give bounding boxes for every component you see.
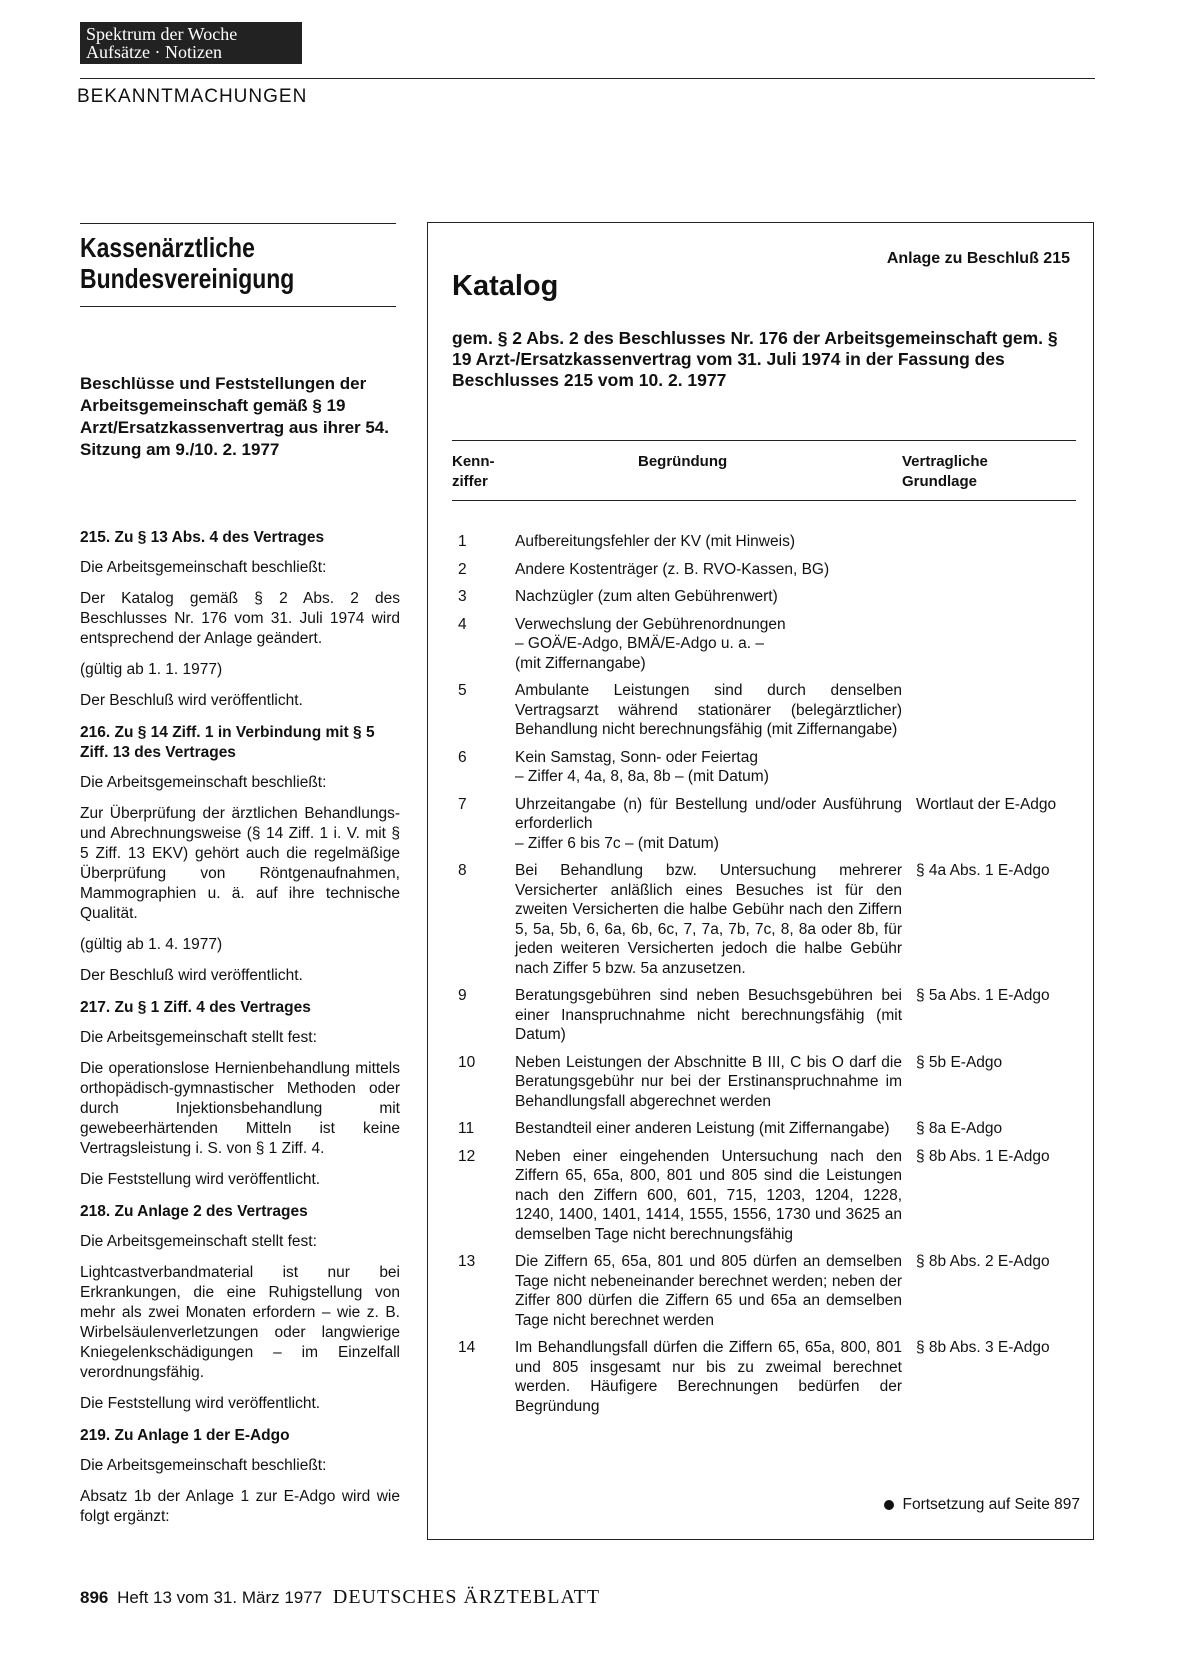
table-row <box>452 587 1076 607</box>
page-number: 896 <box>80 1588 109 1607</box>
row-basis: § 5a Abs. 1 E-Adgo <box>916 987 1050 1004</box>
section-label: BEKANNTMACHUNGEN <box>77 86 308 107</box>
row-number: 5 <box>458 682 467 699</box>
resolution-paragraph: Der Katalog gemäß § 2 Abs. 2 des Beschlusses Nr. 176 vom 31. Juli 1974 wird entsprechend der Anlage geändert. <box>80 590 400 647</box>
table-header-kennziffer: Kenn- ziffer <box>452 453 495 490</box>
row-basis <box>910 532 1076 552</box>
resolution-heading: 219. Zu Anlage 1 der E-Adgo <box>80 1427 290 1444</box>
table-row <box>452 532 1076 552</box>
row-number: 14 <box>458 1339 476 1356</box>
resolution-paragraph: (gültig ab 1. 1. 1977) <box>80 661 223 678</box>
resolution-paragraph: Die Feststellung wird veröffentlicht. <box>80 1395 321 1412</box>
row-reason: Bestandteil einer anderen Leistung (mit Ziffernangabe) <box>515 1120 890 1137</box>
resolution-paragraph: Der Beschluß wird veröffentlicht. <box>80 692 303 709</box>
row-basis: § 4a Abs. 1 E-Adgo <box>916 862 1050 879</box>
resolution-paragraph: Die Arbeitsgemeinschaft beschließt: <box>80 774 327 791</box>
row-basis: § 8b Abs. 3 E-Adgo <box>916 1339 1050 1356</box>
resolution-section <box>80 998 400 1190</box>
table-row <box>452 615 1076 674</box>
table-top-rule <box>452 440 1076 441</box>
row-basis <box>910 748 1076 787</box>
row-number: 2 <box>458 560 467 578</box>
row-reason: Aufbereitungsfehler der KV (mit Hinweis) <box>515 533 795 550</box>
table-row <box>452 795 1076 854</box>
row-number: 1 <box>458 533 467 550</box>
row-basis <box>910 615 1076 674</box>
resolution-heading: 217. Zu § 1 Ziff. 4 des Vertrages <box>80 999 311 1016</box>
resolution-heading: 216. Zu § 14 Ziff. 1 in Verbindung mit § 5 Ziff. 13 des Vertrages <box>80 724 375 761</box>
row-basis <box>910 560 1076 580</box>
page-footer <box>80 1586 600 1609</box>
row-reason: Neben einer eingehenden Untersuchung nach den Ziffern 65, 65a, 800, 801 und 805 sind die Leistungen nach den Ziffern 600, 601, 715, 1203, 1204, 1228, 1240, 1400, 1401, 1414, 1555, 1556, 1730 und 3625 an demselben Tage nicht berechnungsfähig <box>515 1147 902 1243</box>
resolution-section <box>80 1426 400 1527</box>
row-number: 11 <box>458 1120 475 1137</box>
resolution-paragraph: Die Arbeitsgemeinschaft stellt fest: <box>80 1233 317 1250</box>
row-number: 6 <box>458 748 467 766</box>
row-basis <box>910 587 1076 607</box>
row-number: 8 <box>458 862 467 879</box>
header-rule <box>80 78 1095 79</box>
katalog-subtitle: gem. § 2 Abs. 2 des Beschlusses Nr. 176 der Arbeitsgemeinschaft gem. § 19 Arzt-/Ersatzkassenvertrag vom 31. Juli 1974 in der Fassung des Beschlusses 215 vom 10. 2. 1977 <box>452 328 1058 390</box>
row-reason: Kein Samstag, Sonn- oder Feiertag – Ziffer 4, 4a, 8, 8a, 8b – (mit Datum) <box>515 748 769 785</box>
table-row <box>452 681 1076 740</box>
section-badge <box>80 22 302 64</box>
katalog-title: Katalog <box>452 270 559 302</box>
table-row <box>452 861 1076 978</box>
table-header-begruendung: Begründung <box>638 453 728 470</box>
row-basis: § 8a E-Adgo <box>916 1120 1003 1137</box>
resolution-section <box>80 1202 400 1414</box>
badge-line-2: Aufsätze · Notizen <box>86 42 222 62</box>
resolution-paragraph: Zur Überprüfung der ärztlichen Behandlungs- und Abrechnungsweise (§ 14 Ziff. 1 i. V. mit § 5 Ziff. 13 EKV) gehört auch die regelmäßige Überprüfung von Röntgenaufnahmen, Mammographien u. ä. auf ihre technische Qualität. <box>80 805 400 922</box>
row-reason: Andere Kostenträger (z. B. RVO-Kassen, BG) <box>515 560 830 578</box>
row-basis <box>910 681 1076 740</box>
kbv-top-rule <box>80 223 396 224</box>
resolution-section <box>80 723 400 986</box>
katalog-table-body <box>452 532 1076 1424</box>
row-number: 9 <box>458 987 467 1004</box>
row-reason: Uhrzeitangabe (n) für Bestellung und/oder Ausführung erforderlich – Ziffer 6 bis 7c – (mit Datum) <box>515 795 902 852</box>
intro-text: Beschlüsse und Feststellungen der Arbeitsgemeinschaft gemäß § 19 Arzt/Ersatzkassenvertrag aus ihrer 54. Sitzung am 9./10. 2. 1977 <box>80 374 389 459</box>
row-reason: Ambulante Leistungen sind durch denselben Vertragsarzt während stationärer (belegärztlicher) Behandlung nicht berechnungsfähig (mit Ziffernangabe) <box>515 682 902 738</box>
resolution-paragraph: Der Beschluß wird veröffentlicht. <box>80 967 303 984</box>
table-row <box>452 986 1076 1045</box>
resolution-paragraph: Die Arbeitsgemeinschaft stellt fest: <box>80 1029 317 1046</box>
resolution-paragraph: Die operationslose Hernienbehandlung mittels orthopädisch-gymnastischer Methoden oder durch Injektionsbehandlung mit gewebeerhärtenden Mitteln ist keine Vertragsleistung i. S. von § 1 Ziff. 4. <box>80 1060 400 1157</box>
kbv-title-line-1: Kassenärztliche <box>80 232 255 263</box>
katalog-anlage: Anlage zu Beschluß 215 <box>886 250 1070 267</box>
row-reason: Nachzügler (zum alten Gebührenwert) <box>515 588 778 605</box>
resolutions-column <box>80 528 400 1539</box>
continuation-note <box>820 1496 1080 1514</box>
row-basis: Wortlaut der E-Adgo <box>916 795 1057 813</box>
table-row <box>452 1053 1076 1112</box>
row-number: 12 <box>458 1147 476 1165</box>
row-number: 13 <box>458 1253 476 1270</box>
kbv-title-line-2: Bundesvereinigung <box>80 263 295 294</box>
table-row <box>452 1338 1076 1416</box>
row-basis: § 8b Abs. 2 E-Adgo <box>916 1253 1050 1270</box>
journal-name: DEUTSCHES ÄRZTEBLATT <box>332 1586 601 1608</box>
row-reason: Bei Behandlung bzw. Untersuchung mehrerer Versicherter anläßlich eines Besuches ist für den zweiten Versicherten die halbe Gebühr nach den Ziffern 5, 5a, 5b, 6, 6a, 6b, 6c, 7, 7a, 7b, 7c, 8, 8a oder 8b, für jeden weiteren Versicherten jedoch die halbe Gebühr nach Ziffer 5 bzw. 5a anzusetzen. <box>515 862 902 977</box>
resolution-heading: 215. Zu § 13 Abs. 4 des Vertrages <box>80 529 325 546</box>
table-row <box>452 560 1076 580</box>
row-number: 10 <box>458 1053 476 1071</box>
kbv-bottom-rule <box>80 306 396 307</box>
row-reason: Beratungsgebühren sind neben Besuchsgebühren bei einer Inanspruchnahme nicht berechnungsfähig (mit Datum) <box>515 987 902 1043</box>
row-number: 7 <box>458 795 467 813</box>
bullet-icon <box>884 1500 894 1510</box>
row-reason: Die Ziffern 65, 65a, 801 und 805 dürfen an demselben Tage nicht nebeneinander berechnet werden; neben der Ziffer 800 dürfen die Ziffern 65 und 65a an demselben Tage nicht berechnet werden <box>515 1253 902 1329</box>
resolution-paragraph: Lightcastverbandmaterial ist nur bei Erkrankungen, die eine Ruhigstellung von mehr als zwei Monaten erfordern – wie z. B. Wirbelsäulenverletzungen oder langwierige Kniegelenkschädigungen – im Einzelfall verordnungsfähig. <box>80 1264 400 1381</box>
table-row <box>452 1252 1076 1330</box>
resolution-heading: 218. Zu Anlage 2 des Vertrages <box>80 1203 308 1220</box>
resolution-paragraph: Die Arbeitsgemeinschaft beschließt: <box>80 1457 327 1474</box>
issue-info: Heft 13 vom 31. März 1977 <box>117 1588 323 1607</box>
row-basis: § 5b E-Adgo <box>916 1053 1003 1071</box>
row-number: 4 <box>458 615 467 633</box>
badge-line-1: Spektrum der Woche <box>86 24 238 44</box>
row-number: 3 <box>458 588 467 605</box>
row-reason: Im Behandlungsfall dürfen die Ziffern 65, 65a, 800, 801 und 805 insgesamt nur bis zu zweimal berechnet werden. Häufigere Berechnungen bedürfen der Begründung <box>515 1339 902 1415</box>
continuation-text: Fortsetzung auf Seite 897 <box>902 1496 1080 1513</box>
row-basis: § 8b Abs. 1 E-Adgo <box>916 1147 1050 1165</box>
resolution-section <box>80 528 400 711</box>
table-bottom-rule <box>452 500 1076 501</box>
table-row <box>452 1147 1076 1245</box>
table-row <box>452 748 1076 787</box>
row-reason: Verwechslung der Gebührenordnungen – GOÄ/E-Adgo, BMÄ/E-Adgo u. a. – (mit Ziffernangabe) <box>515 615 786 672</box>
resolution-paragraph: (gültig ab 1. 4. 1977) <box>80 936 223 953</box>
resolution-paragraph: Absatz 1b der Anlage 1 zur E-Adgo wird wie folgt ergänzt: <box>80 1488 400 1525</box>
table-row <box>452 1119 1076 1139</box>
resolution-paragraph: Die Arbeitsgemeinschaft beschließt: <box>80 559 327 576</box>
table-header-grundlage: Vertragliche Grundlage <box>902 453 988 490</box>
kbv-title <box>80 232 342 294</box>
resolution-paragraph: Die Feststellung wird veröffentlicht. <box>80 1171 321 1188</box>
row-reason: Neben Leistungen der Abschnitte B III, C bis O darf die Beratungsgebühr nur bei der Erstinanspruchnahme im Behandlungsfall abgerechnet werden <box>515 1053 902 1110</box>
